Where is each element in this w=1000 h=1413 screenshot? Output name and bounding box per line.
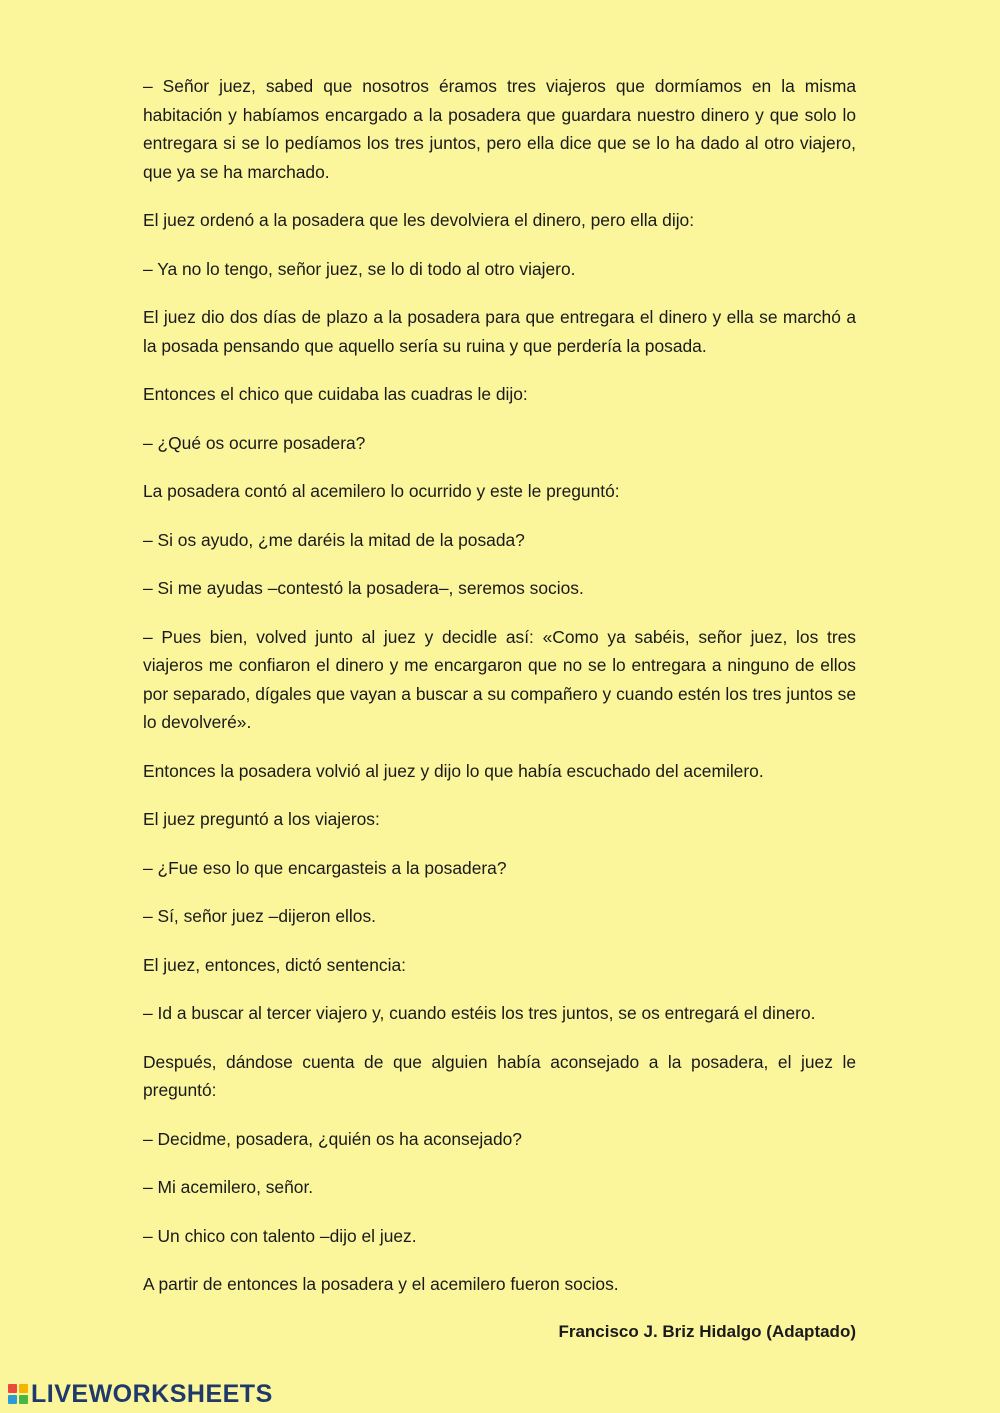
author-signature: Francisco J. Briz Hidalgo (Adaptado) bbox=[558, 1321, 856, 1341]
document-body bbox=[143, 72, 856, 1345]
logo-text: LIVEWORKSHEETS bbox=[31, 1379, 273, 1408]
paragraph: – Sí, señor juez –dijeron ellos. bbox=[143, 906, 376, 926]
paragraph: – ¿Fue eso lo que encargasteis a la posadera? bbox=[143, 857, 507, 878]
paragraph: El juez, entonces, dictó sentencia: bbox=[143, 954, 406, 975]
paragraph: – Un chico con talento –dijo el juez. bbox=[143, 1225, 417, 1246]
paragraph: La posadera contó al acemilero lo ocurrido y este le preguntó: bbox=[143, 481, 620, 501]
paragraph: Entonces el chico que cuidaba las cuadras le dijo: bbox=[143, 384, 528, 404]
paragraph: El juez preguntó a los viajeros: bbox=[143, 809, 380, 829]
paragraph: – Decidme, posadera, ¿quién os ha aconsejado? bbox=[143, 1128, 522, 1149]
paragraph: El juez dio dos días de plazo a la posadera para que entregara el dinero y ella se marchó a la posada pensando que aquello sería su ruina y que perdería la posada. bbox=[143, 307, 856, 356]
liveworksheets-logo[interactable] bbox=[8, 1381, 273, 1407]
liveworksheets-blocks-icon bbox=[8, 1384, 28, 1404]
paragraph: – ¿Qué os ocurre posadera? bbox=[143, 432, 366, 453]
paragraph: A partir de entonces la posadera y el acemilero fueron socios. bbox=[143, 1274, 619, 1294]
paragraph: Entonces la posadera volvió al juez y dijo lo que había escuchado del acemilero. bbox=[143, 760, 764, 781]
paragraph: El juez ordenó a la posadera que les devolviera el dinero, pero ella dijo: bbox=[143, 210, 695, 230]
paragraph: – Señor juez, sabed que nosotros éramos tres viajeros que dormíamos en la misma habitación y habíamos encargado a la posadera que guardara nuestro dinero y que solo lo entregara si se lo pedíamos los tres juntos, pero ella dice que se lo ha dado al otro viajero, que ya se ha marchado. bbox=[143, 76, 856, 182]
paragraph: – Si me ayudas –contestó la posadera–, seremos socios. bbox=[143, 578, 584, 598]
paragraph: – Ya no lo tengo, señor juez, se lo di todo al otro viajero. bbox=[143, 258, 576, 279]
paragraph: – Id a buscar al tercer viajero y, cuando estéis los tres juntos, se os entregará el dinero. bbox=[143, 1003, 816, 1023]
paragraph: – Mi acemilero, señor. bbox=[143, 1177, 314, 1197]
paragraph: – Si os ayudo, ¿me daréis la mitad de la posada? bbox=[143, 529, 525, 550]
paragraph: – Pues bien, volved junto al juez y decidle así: «Como ya sabéis, señor juez, los tres viajeros me confiaron el dinero y me encargaron que no se lo entregara a ninguno de ellos por separado, dígales que vayan a buscar a su compañero y cuando estén los tres juntos se lo devolveré». bbox=[143, 626, 856, 732]
paragraph: Después, dándose cuenta de que alguien había aconsejado a la posadera, el juez le preguntó: bbox=[143, 1051, 856, 1100]
